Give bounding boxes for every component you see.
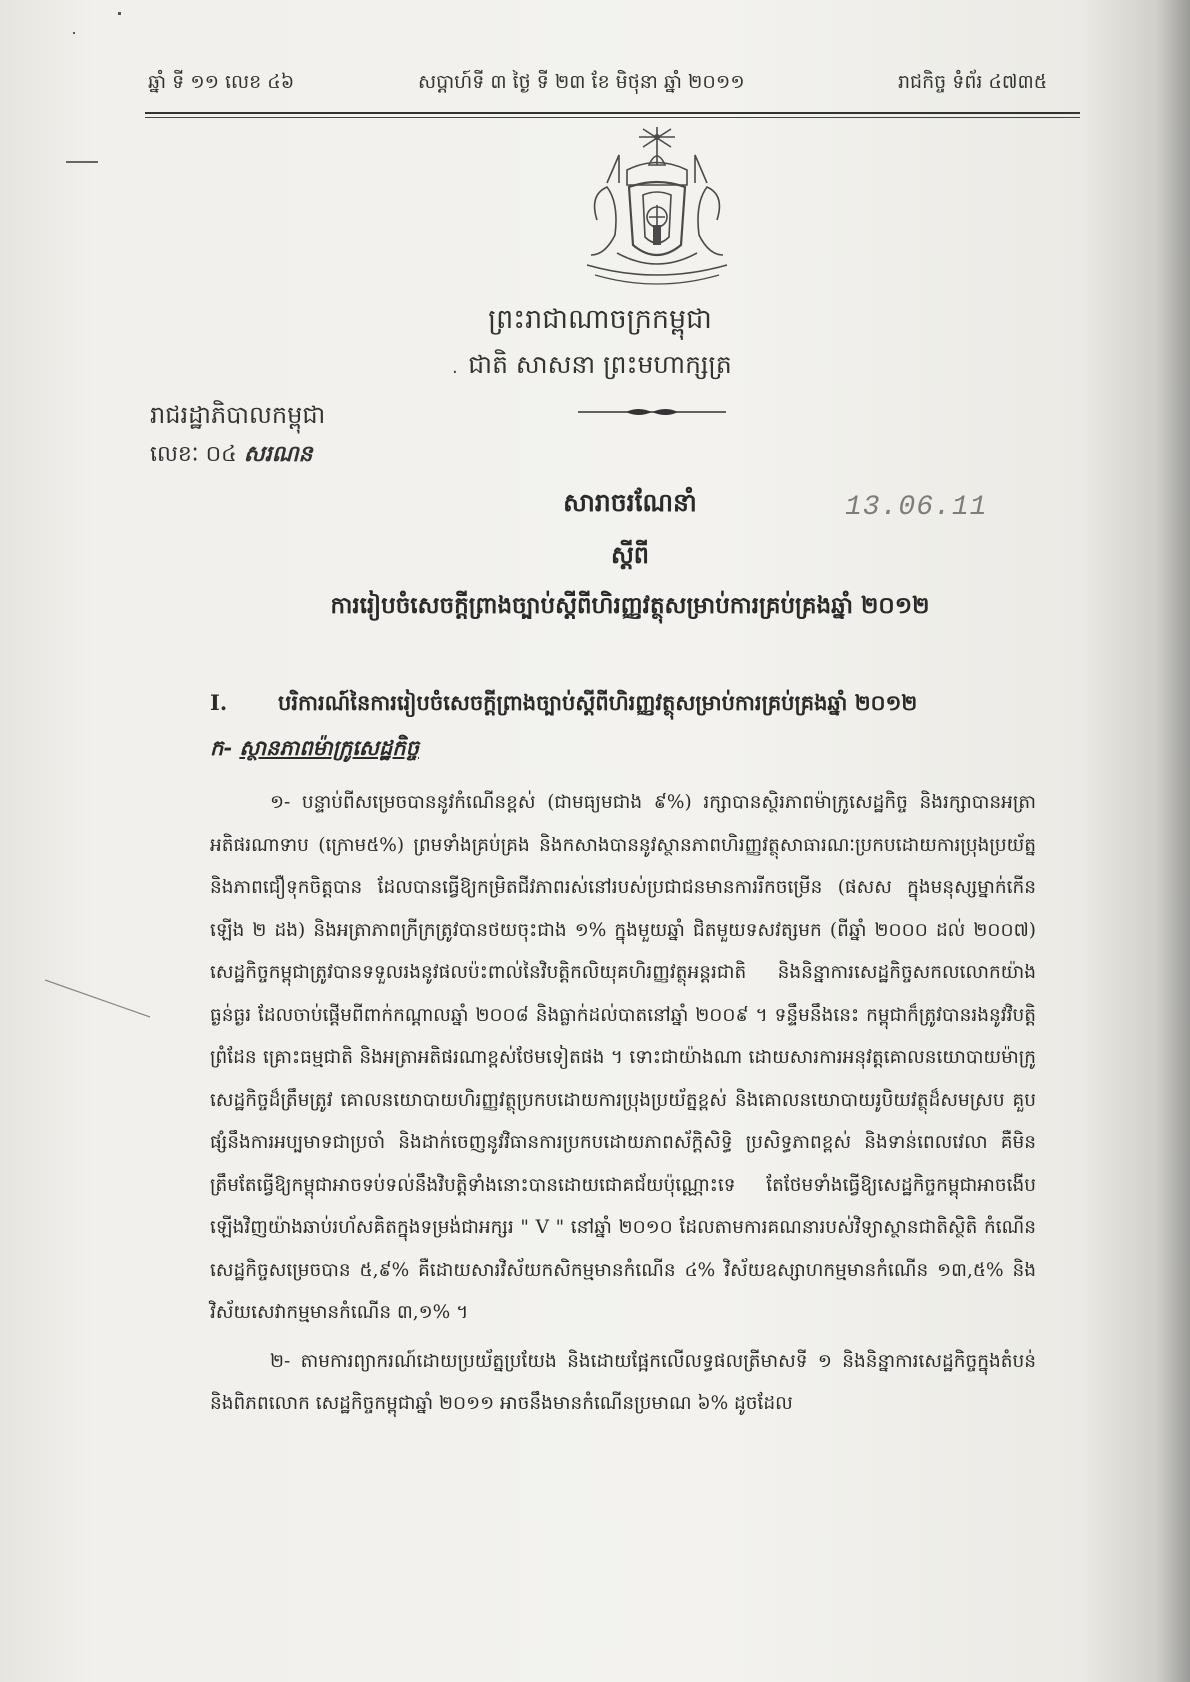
kingdom-title: ព្រះរាជាណាចក្រកម្ពុជា	[488, 304, 712, 335]
document-subject: ការរៀបចំសេចក្តីព្រាងច្បាប់ស្តីពីហិរញ្ញវត្ថុសម្រាប់ការគ្រប់គ្រងឆ្នាំ ២០១២	[330, 592, 930, 619]
ornament-divider-icon	[578, 405, 726, 419]
motto-bullet: ·	[452, 362, 458, 383]
paragraph-1: ១- បន្ទាប់ពីសម្រេចបាននូវកំណើនខ្ពស់ (ជាមធ្យមជាង ៩%) រក្សាបានស្ថិរភាពម៉ាក្រូសេដ្ឋកិច្ច និងរក្សាបានអត្រាអតិផរណាទាប (ក្រោម៥%) ព្រមទាំងគ្រប់គ្រង និងកសាងបាននូវស្ថានភាពហិរញ្ញវត្ថុសាធារណៈប្រកបដោយការប្រុងប្រយ័ត្ន និងភាពជឿទុកចិត្តបាន ដែលបានធ្វើឱ្យកម្រិតជីវភាពរស់នៅរបស់ប្រជាជនមានការរីកចម្រើន (ផសស ក្នុងមនុស្សម្នាក់កើនឡើង ២ ដង) និងអត្រាភាពក្រីក្រត្រូវបានថយចុះជាង ១% ក្នុងមួយឆ្នាំ ជិតមួយទសវត្សមក (ពីឆ្នាំ ២០០០ ដល់ ២០០៧) សេដ្ឋកិច្ចកម្ពុជាត្រូវបានទទួលរងនូវផលប៉ះពាល់នៃវិបត្តិកលិយុគហិរញ្ញវត្ថុអន្តរជាតិ និងនិន្នាការសេដ្ឋកិច្ចសកលលោកយ៉ាងធ្ងន់ធ្ងរ ដែលចាប់ផ្តើមពីពាក់កណ្តាលឆ្នាំ ២០០៨ និងធ្លាក់ដល់បាតនៅឆ្នាំ ២០០៩ ។ ទន្ទឹមនឹងនេះ កម្ពុជាក៏ត្រូវបានរងនូវវិបត្តិព្រំដែន គ្រោះធម្មជាតិ និងអត្រាអតិផរណាខ្ពស់ថែមទៀតផង ។ ទោះជាយ៉ាងណា ដោយសារការអនុវត្តគោលនយោបាយម៉ាក្រូសេដ្ឋកិច្ចដ៏ត្រឹមត្រូវ គោលនយោបាយហិរញ្ញវត្ថុប្រកបដោយការប្រុងប្រយ័ត្នខ្ពស់ និងគោលនយោបាយរូបិយវត្ថុដ៏សមស្រប គួបផ្សំនឹងការអប្បមាទជាប្រចាំ និងដាក់ចេញនូវវិធានការប្រកបដោយភាពស័ក្តិសិទ្ធិ ប្រសិទ្ធភាពខ្ពស់ និងទាន់ពេលវេលា គឺមិនត្រឹមតែធ្វើឱ្យកម្ពុជាអាចទប់ទល់នឹងវិបត្តិទាំងនោះបានដោយជោគជ័យប៉ុណ្ណោះទេ តែថែមទាំងធ្វើឱ្យសេដ្ឋកិច្ចកម្ពុជាអាចងើបឡើងវិញយ៉ាងឆាប់រហ័សគិតក្នុងទម្រង់ជាអក្សរ " V " នៅឆ្នាំ ២០១០ ដែលតាមការគណនារបស់វិទ្យាស្ថានជាតិស្ថិតិ កំណើនសេដ្ឋកិច្ចសម្រេចបាន ៥,៩% គឺដោយសារវិស័យកសិកម្មមានកំណើន ៤% វិស័យឧស្សាហកម្មមានកំណើន ១៣,៥% និង វិស័យសេវាកម្មមានកំណើន ៣,១% ។	[210, 792, 1036, 1323]
reference-label: លេខៈ ០៤	[150, 442, 237, 467]
reference-number	[150, 440, 313, 472]
paragraph-2: ២- តាមការព្យាករណ៍ដោយប្រយ័ត្នប្រយែង និងដោយផ្អែកលើលទ្ធផលត្រីមាសទី ១ និងនិន្នាការសេដ្ឋកិច្ចក្នុងតំបន់ និងពិភពលោក សេដ្ឋកិច្ចកម្ពុជាឆ្នាំ ២០១១ អាចនឹងមានកំណើនប្រមាណ ៦% ដូចដែល	[210, 1350, 1036, 1414]
gazette-issue: ឆ្នាំ ទី ១១ លេខ ៤៦	[148, 71, 295, 93]
subsection-heading	[210, 735, 419, 766]
reference-handwritten: សរណន	[243, 441, 313, 466]
body-text	[210, 782, 1036, 1426]
header-rule	[145, 112, 1080, 114]
gazette-header	[148, 70, 1078, 102]
stamped-date: 13.06.11	[845, 492, 988, 523]
subsection-title: ស្ថានភាពម៉ាក្រូសេដ្ឋកិច្ច	[239, 735, 419, 760]
royal-emblem-icon	[567, 125, 747, 290]
header-rule-thin	[145, 117, 1080, 118]
section-number: I.	[210, 690, 228, 715]
gazette-page-number: រាជកិច្ច ទំព័រ ៤៧៣៥	[898, 71, 1048, 93]
national-motto: ជាតិ សាសនា ព្រះមហាក្សត្រ	[468, 350, 732, 379]
about-label: ស្តីពី	[610, 540, 650, 569]
subsection-prefix: ក-	[210, 735, 233, 760]
section-title: បរិការណ៍នៃការរៀបចំសេចក្តីព្រាងច្បាប់ស្តីពីហិរញ្ញវត្ថុសម្រាប់ការគ្រប់គ្រងឆ្នាំ ២០១២	[278, 690, 918, 715]
document-type: សារាចរណែនាំ	[563, 488, 697, 517]
issuing-authority: រាជរដ្ឋាភិបាលកម្ពុជា	[150, 401, 326, 429]
gazette-date: សប្តាហ៍ទី ៣ ថ្ងៃ ទី ២៣ ខែ មិថុនា ឆ្នាំ ២០១១	[418, 71, 745, 93]
